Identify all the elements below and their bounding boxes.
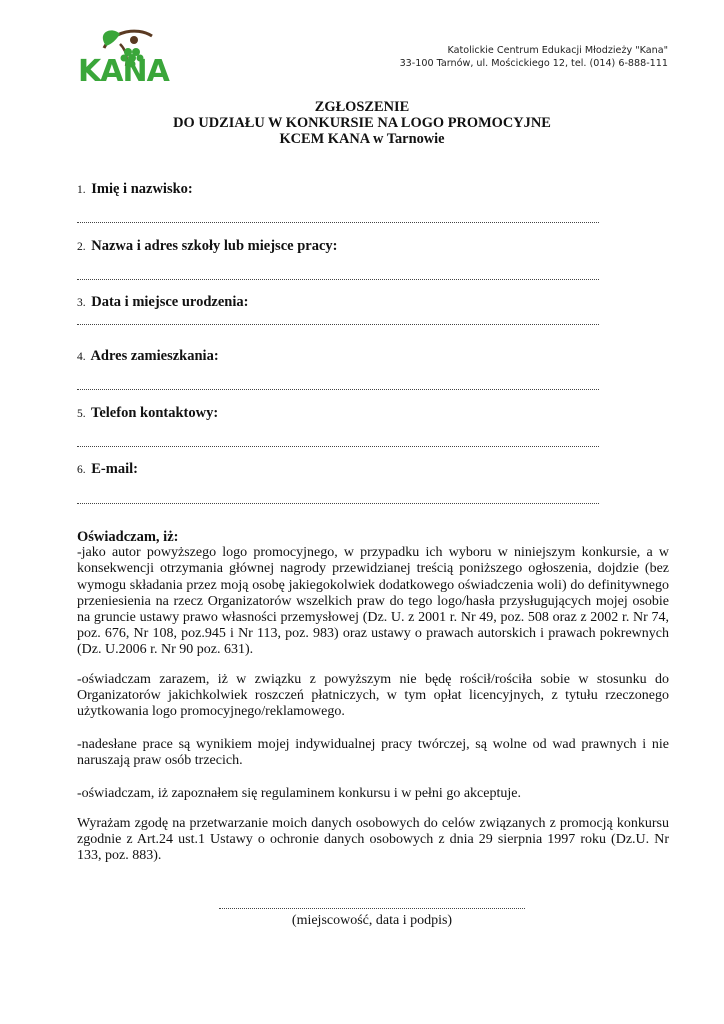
- org-name: Katolickie Centrum Edukacji Młodzieży "Kana": [447, 45, 668, 56]
- declaration-paragraph-1: -jako autor powyższego logo promocyjnego, w przypadku ich wyboru w niniejszym konkursie, a w konsekwencji otrzymania głównej nagrody przewidzianej treścią poniższego ogłoszenia, dojdzie (bez wymogu składania przez moją osobę jakiegokolwiek dodatkowego oświadczenia woli) do definitywnego przeniesienia na rzecz Organizatorów wszelkich praw do tego logo/hasła przysługujących mojej osobie na gruncie ustawy prawo własności przemysłowej (Dz. U. z 2001 r. Nr 49, poz. 508 oraz z 2002 r. Nr 74, poz. 676, Nr 108, poz.945 i Nr 113, poz. 983) oraz ustawy o prawach autorskich i prawach pokrewnych (Dz. U.2006 r. Nr 90 poz. 631).: [77, 545, 669, 658]
- fill-line-phone[interactable]: [77, 446, 599, 447]
- declaration-heading: Oświadczam, iż:: [77, 529, 179, 545]
- consent-paragraph: Wyrażam zgodę na przetwarzanie moich danych osobowych do celów związanych z promocją konkursu zgodnie z Art.24 ust.1 Ustawy o ochronie danych osobowych z dnia 29 sierpnia 1997 roku (Dz.U. Nr 133, poz. 883).: [77, 816, 669, 864]
- fill-line-name[interactable]: [77, 222, 599, 223]
- field-label: Data i miejsce urodzenia:: [91, 294, 249, 310]
- declaration-paragraph-2: -oświadczam zarazem, iż w związku z powyższym nie będę rościł/rościła sobie w stosunku do Organizatorów jakichkolwiek roszczeń płatniczych, w tym opłat licencyjnych, z tytułu rzeczonego użytkowania logo promocyjnego/reklamowego.: [77, 672, 669, 720]
- fill-line-email[interactable]: [77, 503, 599, 504]
- field-number: 4.: [77, 351, 86, 363]
- field-email: [77, 461, 138, 478]
- field-label: Nazwa i adres szkoły lub miejsce pracy:: [91, 238, 338, 254]
- field-number: 6.: [77, 464, 86, 476]
- field-birth: [77, 294, 248, 311]
- declaration-section: [77, 529, 669, 659]
- title-line-2: DO UDZIAŁU W KONKURSIE NA LOGO PROMOCYJNE: [173, 115, 551, 131]
- field-number: 2.: [77, 241, 86, 253]
- declaration-paragraph-4: -oświadczam, iż zapoznałem się regulaminem konkursu i w pełni go akceptuje.: [77, 786, 521, 801]
- consent-block: [77, 816, 669, 865]
- declaration-paragraph-2-block: [77, 672, 669, 721]
- organization-header: [400, 44, 668, 70]
- field-name: [77, 181, 193, 198]
- field-number: 1.: [77, 184, 86, 196]
- document-title: [0, 99, 724, 147]
- field-label: Imię i nazwisko:: [91, 181, 193, 197]
- declaration-paragraph-3: -nadesłane prace są wynikiem mojej indywidualnej pracy twórczej, są wolne od wad prawnych i nie naruszają praw osób trzecich.: [77, 737, 669, 769]
- title-line-1: ZGŁOSZENIE: [314, 99, 410, 115]
- field-phone: [77, 405, 218, 422]
- declaration-paragraph-3-block: [77, 737, 669, 769]
- field-address: [77, 348, 219, 365]
- fill-line-address[interactable]: [77, 389, 599, 390]
- title-line-3: KCEM KANA w Tarnowie: [279, 131, 445, 147]
- signature-caption: (miejscowość, data i podpis): [291, 913, 453, 928]
- declaration-paragraph-4-block: [77, 786, 669, 802]
- field-number: 3.: [77, 297, 86, 309]
- kana-logo: [76, 24, 180, 84]
- fill-line-school[interactable]: [77, 279, 599, 280]
- logo-graphic: [76, 24, 180, 84]
- fill-line-birth[interactable]: [77, 324, 599, 325]
- field-school: [77, 238, 337, 255]
- field-number: 5.: [77, 408, 86, 420]
- org-address: 33-100 Tarnów, ul. Mościckiego 12, tel. (014) 6-888-111: [399, 58, 668, 69]
- svg-text:KANA: KANA: [78, 54, 169, 84]
- field-label: Telefon kontaktowy:: [91, 405, 219, 421]
- field-label: Adres zamieszkania:: [90, 348, 219, 364]
- signature-line[interactable]: [219, 908, 525, 909]
- field-label: E-mail:: [91, 461, 138, 477]
